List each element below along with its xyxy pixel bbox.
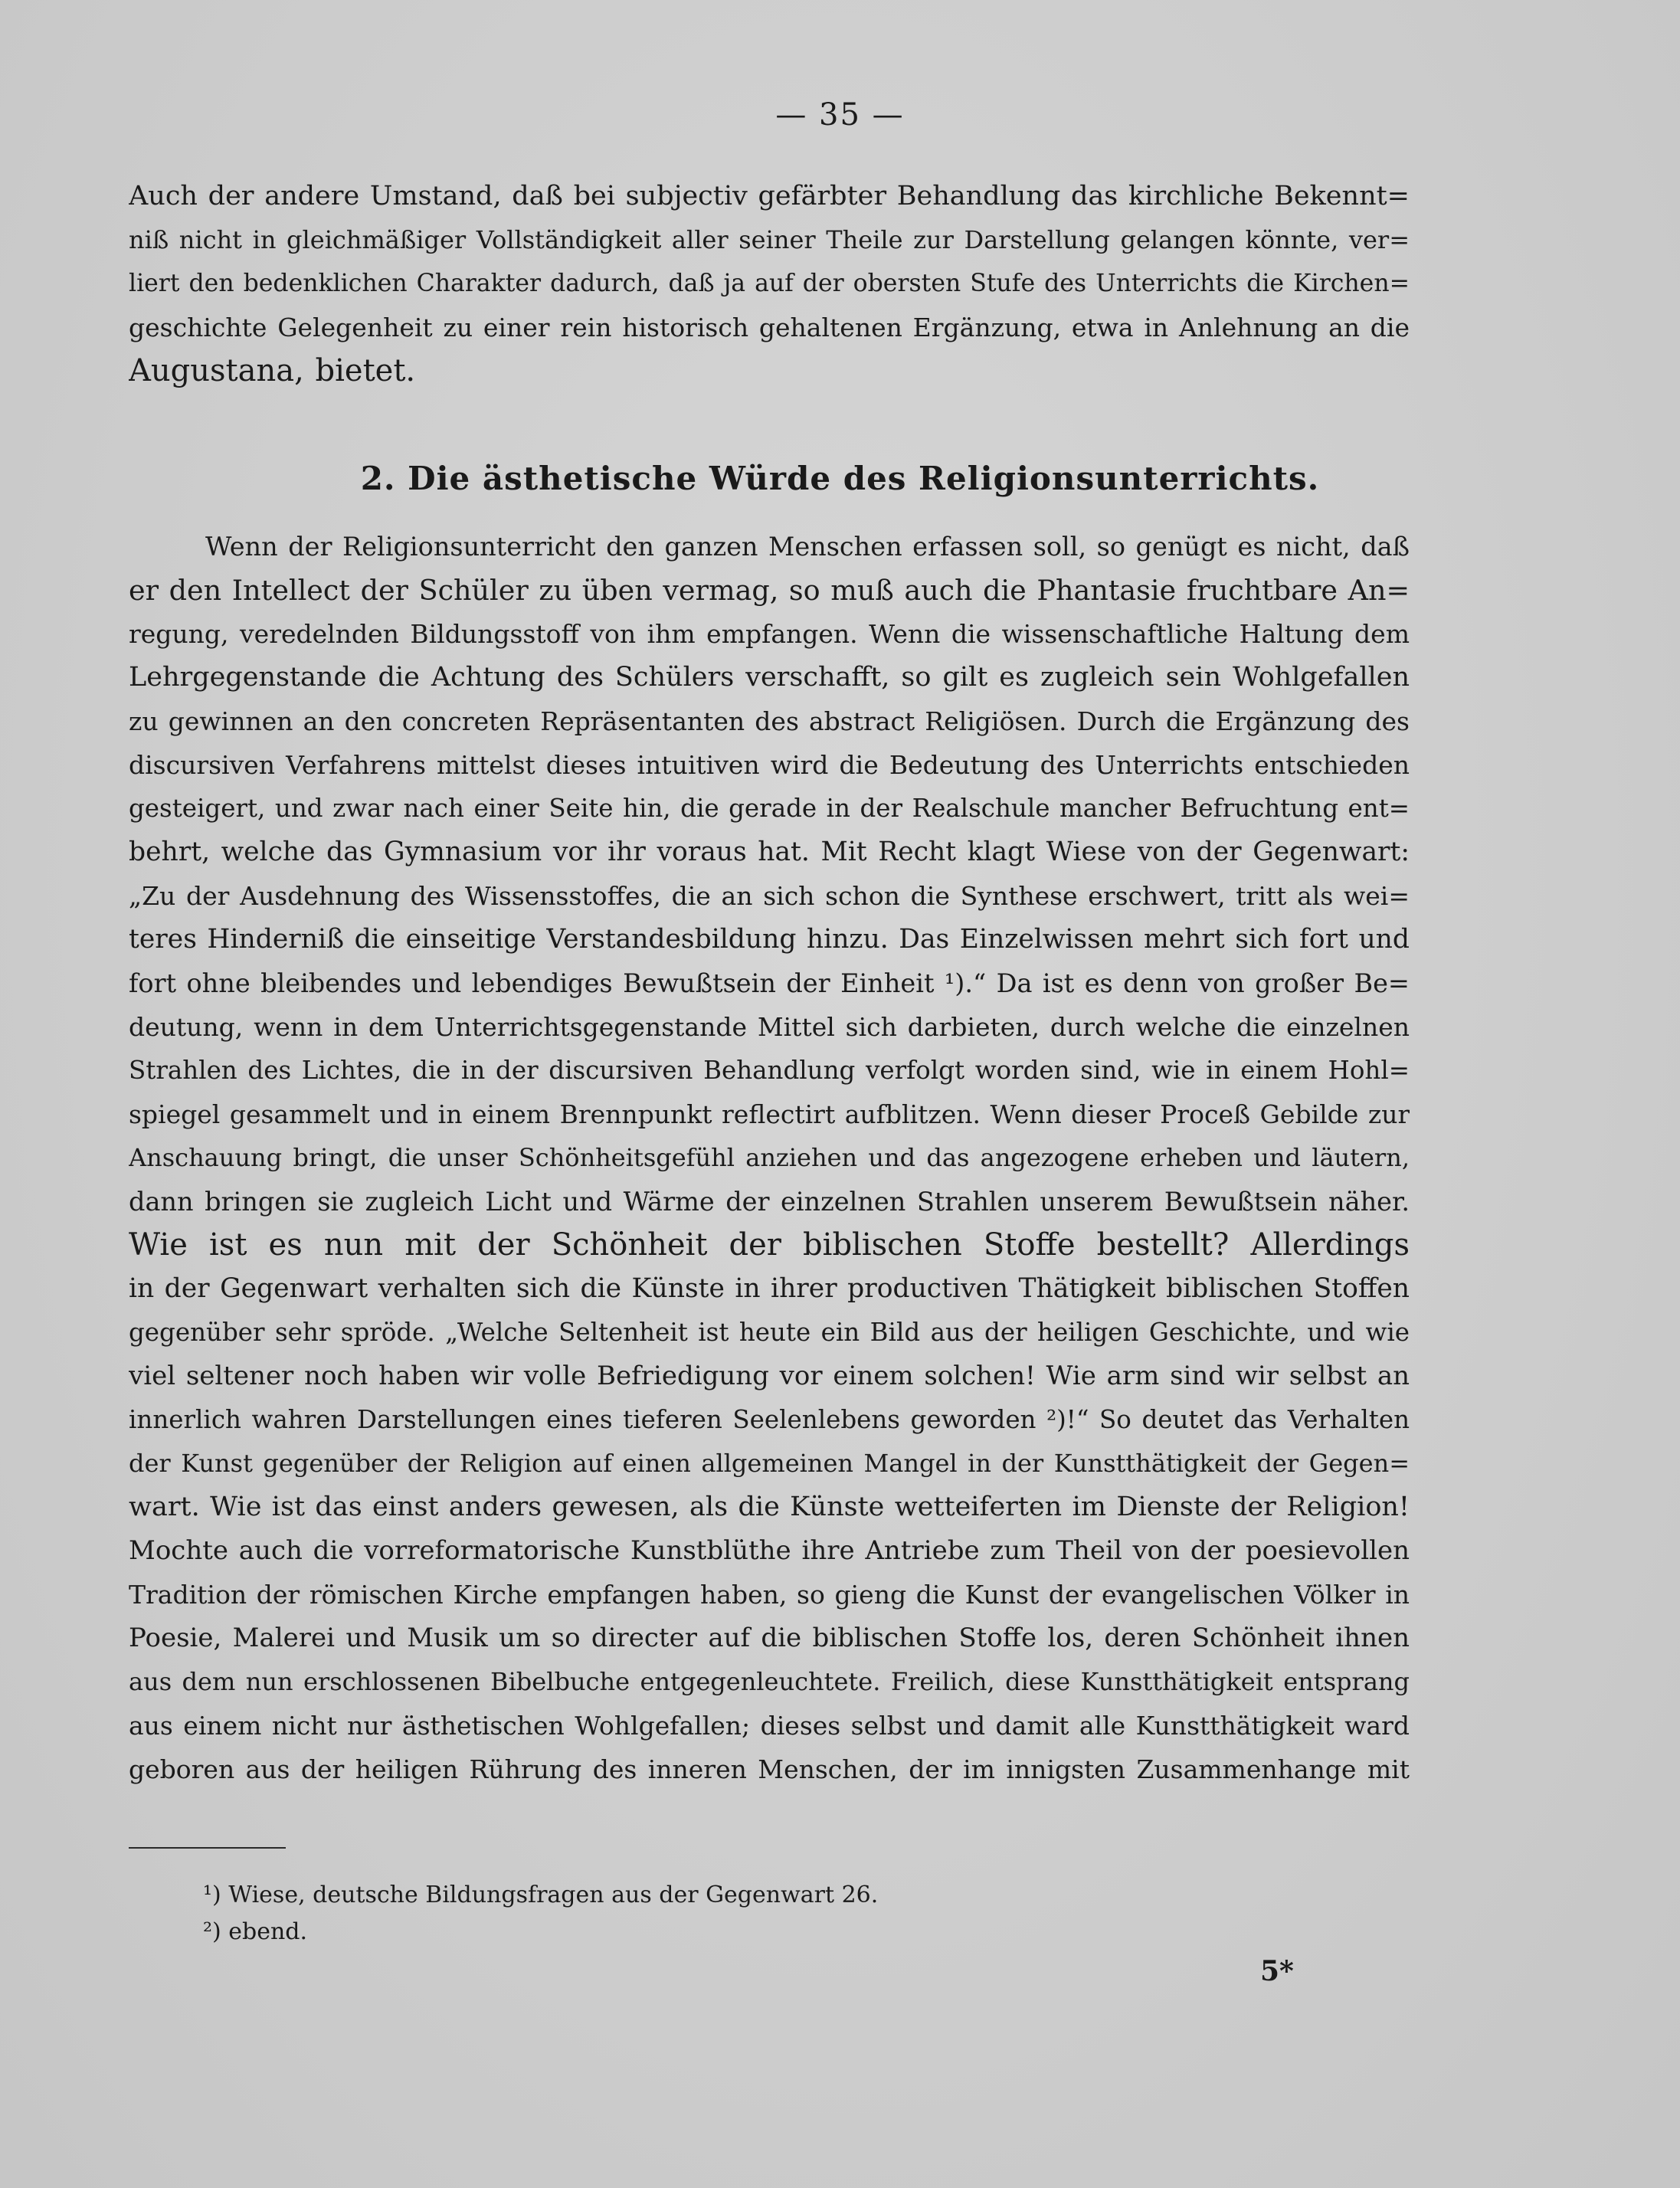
text-line: Wenn der Religionsunterricht den ganzen Menschen erfassen soll, so genügt es nicht, daß (205, 532, 1410, 562)
text-line: dann bringen sie zugleich Licht und Wärme der einzelnen Strahlen unserem Bewußtsein näher. (129, 1187, 1410, 1217)
text-line: aus einem nicht nur ästhetischen Wohlgefallen; dieses selbst und damit alle Kunstthätigkeit ward (129, 1711, 1410, 1741)
text-line: discursiven Verfahrens mittelst dieses intuitiven wird die Bedeutung des Unterrichts entschieden (129, 750, 1410, 780)
text-line: geschichte Gelegenheit zu einer rein historisch gehaltenen Ergänzung, etwa in Anlehnung an die (129, 313, 1410, 342)
text-line: Mochte auch die vorreformatorische Kunstblüthe ihre Antriebe zum Theil von der poesievollen (129, 1535, 1410, 1566)
text-line: regung, veredelnden Bildungsstoff von ihm empfangen. Wenn die wissenschaftliche Haltung dem (129, 619, 1410, 649)
text-line: Tradition der römischen Kirche empfangen haben, so gieng die Kunst der evangelischen Völker in (129, 1580, 1410, 1610)
footnote-2: ²) ebend. (203, 1918, 308, 1945)
text-line: innerlich wahren Darstellungen eines tieferen Seelenlebens geworden ²)!“ So deutet das Verhalten (129, 1405, 1410, 1434)
text-line: er den Intellect der Schüler zu üben vermag, so muß auch die Phantasie fruchtbare An= (129, 574, 1410, 607)
text-line: Strahlen des Lichtes, die in der discursiven Behandlung verfolgt worden sind, wie in einem Hohl= (129, 1056, 1410, 1085)
text-line: Augustana, bietet. (129, 353, 416, 388)
section-heading: 2. Die ästhetische Würde des Religionsunterrichts. (360, 460, 1320, 497)
text-line: liert den bedenklichen Charakter dadurch, daß ja auf der obersten Stufe des Unterrichts die Kirchen= (129, 270, 1410, 297)
text-line: behrt, welche das Gymnasium vor ihr voraus hat. Mit Recht klagt Wiese von der Gegenwart: (129, 837, 1410, 867)
paragraph-1 (129, 175, 1410, 393)
text-line: Wie ist es nun mit der Schönheit der biblischen Stoffe bestellt? Allerdings (129, 1227, 1410, 1263)
text-line: wart. Wie ist das einst anders gewesen, als die Künste wetteiferten im Dienste der Religion! (129, 1492, 1410, 1522)
text-line: Auch der andere Umstand, daß bei subjectiv gefärbter Behandlung das kirchliche Bekennt= (129, 181, 1410, 211)
text-line: geboren aus der heiligen Rührung des inneren Menschen, der im innigsten Zusammenhange mit (129, 1754, 1410, 1784)
text-line: teres Hinderniß die einseitige Verstandesbildung hinzu. Das Einzelwissen mehrt sich fort und (129, 924, 1410, 955)
text-line: „Zu der Ausdehnung des Wissensstoffes, die an sich schon die Synthese erschwert, tritt als wei= (129, 881, 1410, 911)
text-line: der Kunst gegenüber der Religion auf einen allgemeinen Mangel in der Kunstthätigkeit der Gegen= (129, 1449, 1410, 1478)
page-number: — 35 — (775, 97, 905, 133)
text-line: viel seltener noch haben wir volle Befriedigung vor einem solchen! Wie arm sind wir selbst an (129, 1361, 1410, 1391)
text-line: gegenüber sehr spröde. „Welche Seltenheit ist heute ein Bild aus der heiligen Geschichte, und wie (129, 1318, 1410, 1347)
text-line: aus dem nun erschlossenen Bibelbuche entgegenleuchtete. Freilich, diese Kunstthätigkeit entsprang (129, 1667, 1410, 1696)
footnotes (203, 1877, 878, 1951)
paragraph-2 (129, 525, 1410, 1791)
text-line: Poesie, Malerei und Musik um so directer auf die biblischen Stoffe los, deren Schönheit ihnen (129, 1623, 1410, 1653)
text-line: Lehrgegenstande die Achtung des Schülers verschafft, so gilt es zugleich sein Wohlgefallen (129, 662, 1410, 693)
footnote-divider (129, 1847, 286, 1849)
text-line: zu gewinnen an den concreten Repräsentanten des abstract Religiösen. Durch die Ergänzung des (129, 706, 1410, 736)
text-line: spiegel gesammelt und in einem Brennpunkt reflectirt aufblitzen. Wenn dieser Proceß Gebilde zur (129, 1099, 1410, 1129)
text-line: niß nicht in gleichmäßiger Vollständigkeit aller seiner Theile zur Darstellung gelangen könnte, ver= (129, 225, 1410, 254)
text-line: Anschauung bringt, die unser Schönheitsgefühl anziehen und das angezogene erheben und läutern, (129, 1143, 1410, 1172)
text-line: deutung, wenn in dem Unterrichtsgegenstande Mittel sich darbieten, durch welche die einzelnen (129, 1012, 1410, 1042)
signature-mark: 5* (1260, 1955, 1294, 1987)
text-line: fort ohne bleibendes und lebendiges Bewußtsein der Einheit ¹).“ Da ist es denn von großer Be= (129, 968, 1410, 998)
footnote-1: ¹) Wiese, deutsche Bildungsfragen aus der Gegenwart 26. (203, 1882, 879, 1908)
text-line: in der Gegenwart verhalten sich die Künste in ihrer productiven Thätigkeit biblischen Stoffen (129, 1273, 1410, 1304)
text-line: gesteigert, und zwar nach einer Seite hin, die gerade in der Realschule mancher Befruchtung ent= (129, 794, 1410, 823)
